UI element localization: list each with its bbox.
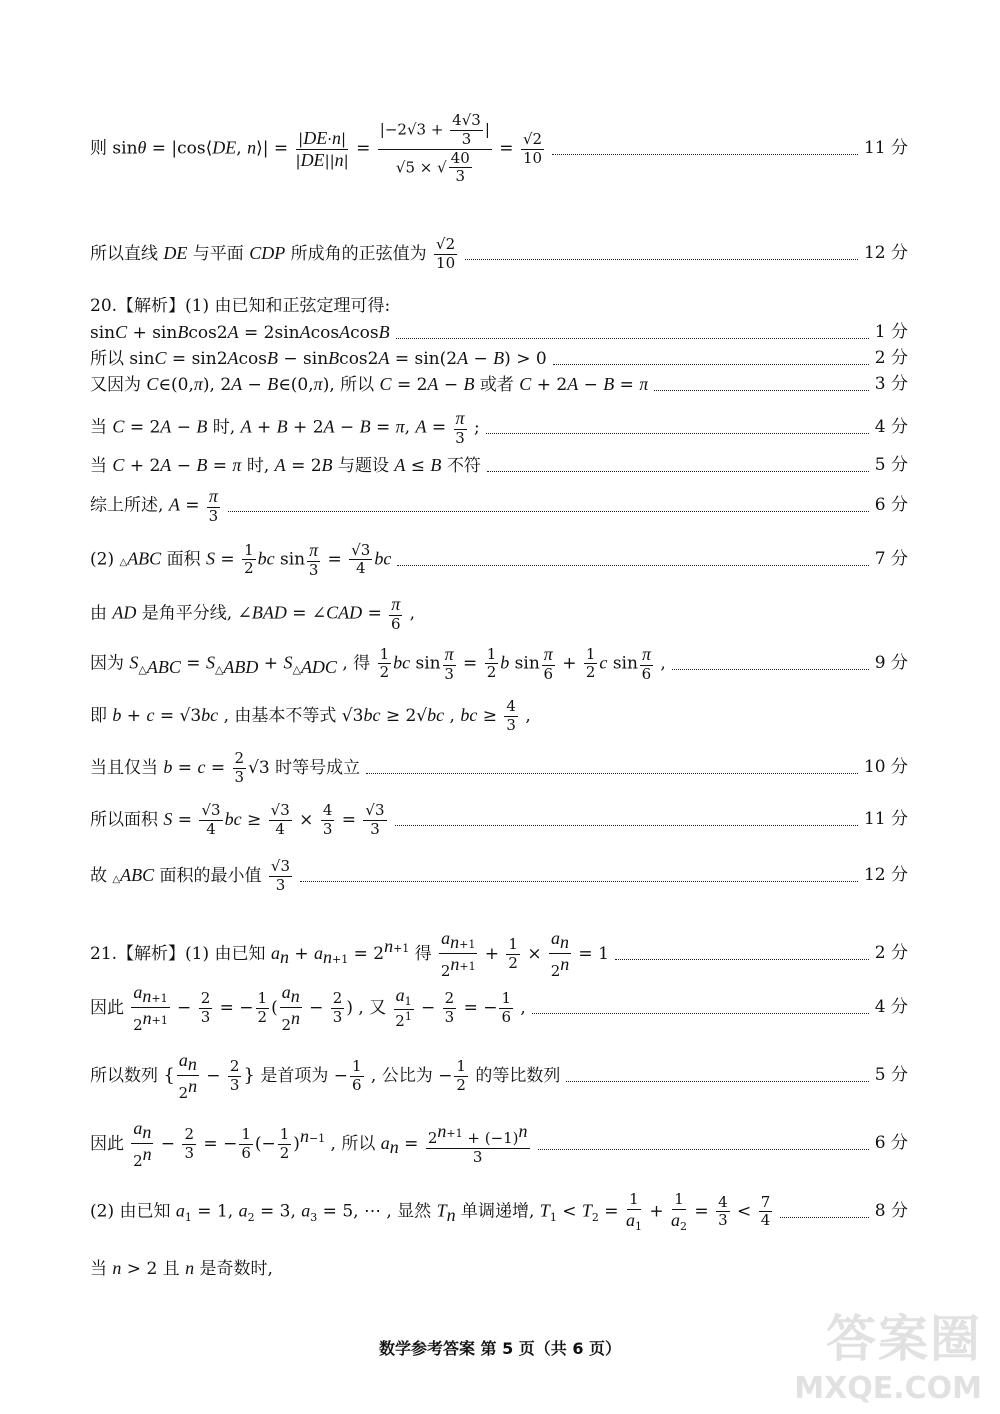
watermark-logo: 答案圈 [826, 1310, 982, 1368]
score: 7 分 [874, 549, 908, 570]
dot-leader [300, 881, 858, 882]
math-expression: (2) △ABC 面积 S = $\frac{1}{2}$ bc sin $\frac{\pi}{3}$ = $\frac{√3}{4}$ bc [90, 541, 392, 579]
answer-line [90, 348, 908, 370]
dot-leader [553, 364, 869, 365]
answer-line [90, 694, 908, 738]
dot-leader [654, 390, 868, 391]
answer-line [90, 642, 908, 686]
score: 12 分 [863, 865, 908, 886]
math-expression: 21.【解析】(1) 由已知 $a_n + a_{n+1} = 2^{n+1}$ 得 $\frac{a_{n+1}}{2^{n+1}}$ + $\frac{1}{2}$ × $\frac{a_n}{2^n}$ = 1 [90, 928, 609, 980]
dot-leader [532, 1013, 869, 1014]
dot-leader [487, 471, 869, 472]
dot-leader [396, 338, 869, 339]
answer-line [90, 1188, 908, 1236]
math-expression: 当 n > 2 且 n 是奇数时, [90, 1258, 273, 1280]
math-expression: 所以面积 S = $\frac{√3}{4}$ bc ≥ $\frac{√3}{4}$ × $\frac{4}{3}$ = $\frac{√3}{3}$ [90, 802, 385, 838]
score: 6 分 [874, 495, 908, 516]
score: 4 分 [874, 417, 908, 438]
math-expression: (2) 由已知 $a_1 = 1$, $a_2 = 3$, $a_3 = 5$, ⋯ , 显然 $T_n$ 单调递增, $T_1 < T_2$ = $\frac{1}{a_1}$ + $\frac{1}{a_2}$ = $\frac{4}{3}$ < $\frac{7}{4}$ [90, 1191, 771, 1233]
answer-line [90, 746, 908, 790]
score: 2 分 [874, 943, 908, 964]
page-footer: 数学参考答案 第 5 页（共 6 页） [378, 1339, 622, 1358]
answer-line [90, 322, 908, 344]
answer-line [90, 538, 908, 582]
math-expression: 当 C = 2A − B 时, A + B + 2A − B = π, A = $\frac{\pi}{3}$ ; [90, 409, 480, 447]
dot-leader [366, 773, 858, 774]
math-expression: 因此 $\frac{a_n}{2^n}$ − $\frac{2}{3}$ = − $\frac{1}{6}$ (− $\frac{1}{2}$ )$^{n-1}$ , 所以 $a_n$ = $\frac{2^{n+1} + (-1)^n}{3}$ [90, 1118, 528, 1170]
dot-leader [672, 669, 869, 670]
score: 10 分 [863, 757, 908, 778]
dot-leader [552, 154, 858, 155]
dot-leader [780, 1217, 869, 1218]
math-expression: 当且仅当 b = c = $\frac{2}{3}$ √3 时等号成立 [90, 750, 361, 786]
answer-line [90, 930, 908, 978]
answer-line [90, 1052, 908, 1100]
math-expression: 由 AD 是角平分线, ∠BAD = ∠CAD = $\frac{\pi}{6}$ , [90, 595, 416, 633]
answer-line [90, 1258, 908, 1280]
watermark [794, 1299, 982, 1406]
dot-leader [486, 433, 869, 434]
score: 3 分 [874, 374, 908, 395]
answer-line [90, 854, 908, 898]
math-expression: sinC + sinBcos2A = 2sinAcosAcosB [90, 322, 390, 344]
math-expression: 则 sinθ = |cos⟨DE, n⟩| = $\frac{|DE\cdot n|}{|DE||n|}$ = |−2√3 + $\frac{4√3}{3}$ | √5 × √ $\frac{40}{3}$ = $\frac{√2}{10}$ [90, 113, 543, 185]
math-expression: 因此 $\frac{a_{n+1}}{2^{n+1}}$ − $\frac{2}{3}$ = − $\frac{1}{2}$ ( $\frac{a_n}{2^n}$ − $\frac{2}{3}$ ) , 又 $\frac{a_1}{2^1}$ − $\frac{2}{3}$ = − $\frac{1}{6}$ , [90, 982, 526, 1034]
answer-line [90, 374, 908, 396]
answer-line [90, 484, 908, 528]
dot-leader [228, 511, 869, 512]
math-expression: 综上所述, A = $\frac{\pi}{3}$ [90, 487, 219, 525]
score: 12 分 [863, 243, 908, 264]
answer-line [90, 982, 908, 1034]
math-expression: 所以直线 DE 与平面 CDP 所成角的正弦值为 $\frac{√2}{10}$ [90, 236, 456, 272]
score: 6 分 [874, 1133, 908, 1154]
answer-line [90, 113, 908, 185]
answer-line [90, 1120, 908, 1168]
dot-leader [397, 565, 868, 566]
math-expression: 因为 $S_{\triangle ABC} = S_{\triangle ABD} + S_{\triangle ADC}$ , 得 $\frac{1}{2}$ bc sin $\frac{\pi}{3}$ = $\frac{1}{2}$ b sin $\frac{\pi}{6}$ + $\frac{1}{2}$ c sin $\frac{\pi}{6}$ , [90, 645, 666, 683]
answer-line [90, 592, 908, 636]
score: 11 分 [863, 138, 908, 159]
answer-line [90, 798, 908, 842]
dot-leader [615, 959, 869, 960]
score: 5 分 [874, 455, 908, 476]
answer-line [90, 406, 908, 450]
score: 8 分 [874, 1201, 908, 1222]
score: 9 分 [874, 653, 908, 674]
math-expression: 又因为 C∈(0,π), 2A − B∈(0,π), 所以 C = 2A − B 或者 C + 2A − B = π [90, 374, 649, 396]
heading-text: 20.【解析】(1) 由已知和正弦定理可得: [90, 297, 391, 317]
math-expression: 即 b + c = √3bc , 由基本不等式 √3bc ≥ 2√bc , bc ≥ $\frac{4}{3}$ , [90, 698, 531, 734]
math-expression: 故 △ABC 面积的最小值 $\frac{√3}{3}$ [90, 858, 291, 894]
math-expression: 所以 sinC = sin2AcosB − sinBcos2A = sin(2A − B) > 0 [90, 348, 547, 370]
score: 2 分 [874, 348, 908, 369]
dot-leader [538, 1149, 869, 1150]
score: 4 分 [874, 997, 908, 1018]
math-expression: 所以数列 { $\frac{a_n}{2^n}$ − $\frac{2}{3}$ } 是首项为 − $\frac{1}{6}$ , 公比为 − $\frac{1}{2}$ 的等比数列 [90, 1050, 561, 1102]
watermark-url: MXQE.COM [794, 1371, 982, 1406]
section-heading [90, 296, 908, 318]
dot-leader [566, 1081, 868, 1082]
score: 11 分 [863, 809, 908, 830]
answer-line [90, 455, 908, 477]
dot-leader [465, 259, 858, 260]
score: 5 分 [874, 1065, 908, 1086]
answer-line [90, 232, 908, 276]
dot-leader [395, 825, 858, 826]
math-expression: 当 C + 2A − B = π 时, A = 2B 与题设 A ≤ B 不符 [90, 455, 481, 477]
score: 1 分 [874, 322, 908, 343]
